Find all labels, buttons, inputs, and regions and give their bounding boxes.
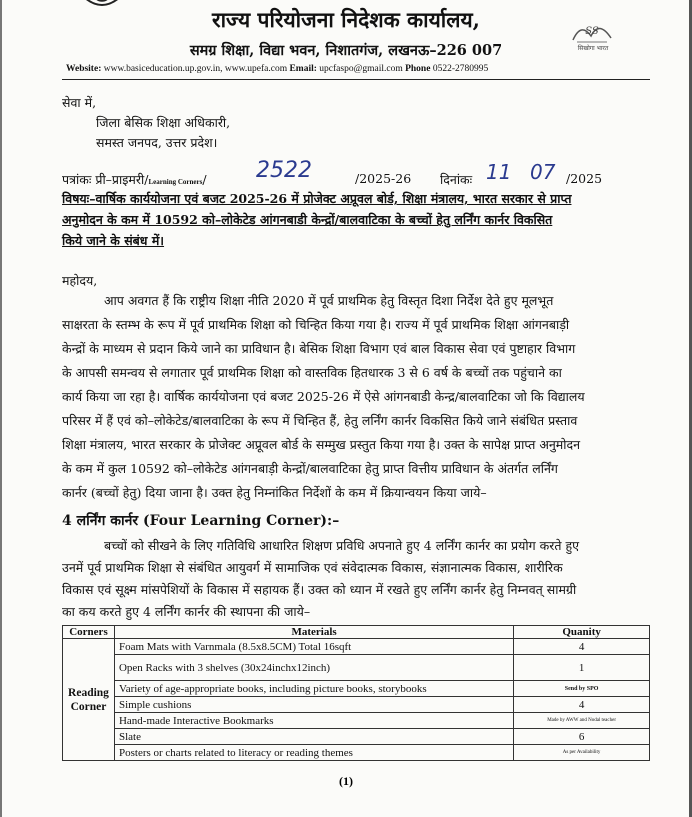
paragraph-1-line: के आपसी समन्वय से लगातार पूर्व प्राथमिक शिक्षा को वास्तविक हितधारक 3 से 6 वर्ष के बच्चों तक पहुंचाने का — [62, 365, 562, 380]
reference-section: Learning Corners — [148, 178, 203, 186]
paragraph-2-line: उनमें पूर्व प्राथमिक शिक्षा से संबंधित आयुवर्ग में सामाजिक एवं संवेदात्मक विकास, संज्ञानात्मक विकास, शारीरिक — [62, 560, 563, 575]
handwritten-date-day: 11 — [486, 160, 512, 184]
paragraph-1-line: कार्य किया जा रहा है। वार्षिक कार्ययोजना एवं बजट 2025-26 में ऐसे आंगनबाडी केन्द्र/बालवाटिका जो कि विद्यालय — [62, 389, 585, 404]
website-label: Website: — [66, 64, 102, 74]
materials-table — [62, 625, 650, 761]
paragraph-1-line: आप अवगत हैं कि राष्ट्रीय शिक्षा नीति 2020 में पूर्व प्राथमिक हेतु विस्तृत दिशा निर्देश देते हुए मूलभूत — [104, 293, 554, 308]
quantity-cell: 1 — [514, 655, 650, 681]
quantity-cell: As per Availability — [514, 745, 650, 761]
email-value: upcfaspo@gmail.com — [319, 64, 403, 74]
scan-edge-left — [0, 0, 2, 817]
paragraph-1-line: साक्षरता के स्तम्भ के रूप में पूर्व प्राथमिक शिक्षा को चिन्हित किया गया है। राज्य में पूर्व प्राथमिक शिक्षा आंगनबाड़ी — [62, 317, 570, 332]
quantity-cell: Made by AWW and Nodal teacher — [514, 713, 650, 729]
table-header-row — [63, 626, 650, 639]
column-header-materials: Materials — [114, 626, 513, 639]
table-row — [63, 681, 650, 697]
table-row — [63, 745, 650, 761]
date-year: /2025 — [566, 171, 603, 186]
paragraph-1-line: के कम में कुल 10592 को–लोकेटेड आंगनबाड़ी केन्द्रों/बालवाटिका हेतु प्राप्त वित्तीय प्राविधान के अंतर्गत लर्निंग — [62, 461, 558, 476]
contact-line — [66, 64, 488, 74]
patrank-label: पत्रांकः प्री–प्राइमरी/ — [62, 172, 149, 187]
office-address: समग्र शिक्षा, विद्या भवन, निशातगंज, लखनऊ–226 007 — [189, 42, 503, 59]
handwritten-letter-number: 2522 — [256, 158, 312, 183]
subject-line-3: किये जाने के संबंध में। — [62, 233, 165, 248]
quantity-cell: 6 — [514, 729, 650, 745]
logo-caption: सिखोगा भारत — [577, 45, 609, 52]
phone-value: 0522-2780995 — [432, 64, 489, 74]
corner-name-cell: Reading Corner — [63, 639, 115, 761]
recipient-line-2: समस्त जनपद, उत्तर प्रदेश। — [96, 135, 218, 150]
header-divider — [62, 79, 650, 80]
email-label: Email: — [289, 64, 317, 74]
page-number: (1) — [339, 774, 353, 788]
table-row — [63, 655, 650, 681]
reference-slash: / — [202, 172, 207, 187]
material-cell: Hand-made Interactive Bookmarks — [114, 713, 513, 729]
section-heading: 4 लर्निंग कार्नर (Four Learning Corner):– — [62, 513, 340, 529]
table-row — [63, 729, 650, 745]
quantity-cell: 4 — [514, 697, 650, 713]
date-label: दिनांकः — [440, 172, 473, 187]
subject-line-2: अनुमोदन के कम में 10592 को–लोकेटेड आंगनबाडी केन्द्रों/बालवाटिका के बच्चों हेतु लर्निंग कार्नर विकसित — [62, 212, 553, 227]
recipient-line-1: जिला बेसिक शिक्षा अधिकारी, — [96, 115, 231, 130]
greeting: महोदय, — [62, 273, 98, 288]
material-cell: Variety of age-appropriate books, including picture books, storybooks — [114, 681, 513, 697]
table-row — [63, 713, 650, 729]
paragraph-1-line: शिक्षा मंत्रालय, भारत सरकार के प्रोजेक्ट अप्रूवल बोर्ड के सम्मुख प्रस्तुत किया गया है। उक्त के सापेक्ष प्राप्त अनुमोदन — [62, 437, 581, 452]
paragraph-1-line: कार्नर (बच्चों हेतु) दिया जाना है। उक्त हेतु निम्नांकित निर्देशों के कम में क्रियान्वयन किया जाये– — [62, 485, 487, 500]
material-cell: Open Racks with 3 shelves (30x24inchx12inch) — [114, 655, 513, 681]
material-cell: Simple cushions — [114, 697, 513, 713]
website-value: www.basiceducation.up.gov.in, www.upefa.com — [103, 64, 288, 74]
column-header-quantity: Quanity — [514, 626, 650, 639]
reference-year: /2025-26 — [355, 171, 412, 186]
salutation: सेवा में, — [62, 95, 97, 110]
paragraph-2-line: विकास एवं सूक्ष्म मांसपेशियों के विकास में सहायक हैं। उक्त को ध्यान में रखते हुए लर्निंग कार्नर हेतु निम्नवत् सामग्री — [62, 582, 577, 597]
table-row — [63, 639, 650, 655]
material-cell: Slate — [114, 729, 513, 745]
paragraph-2-line: का कय करते हुए 4 लर्निंग कार्नर की स्थापना की जाये– — [62, 604, 311, 619]
paragraph-1-line: परिसर में हैं एवं को–लोकेटेड/बालवाटिका के रूप में चिन्हित हैं, हेतु लर्निंग कार्नर विकसित किये जाने संबंधित प्रस्ताव — [62, 413, 578, 428]
subject-line-1: विषयः–वार्षिक कार्ययोजना एवं बजट 2025-26 में प्रोजेक्ट अप्रूवल बोर्ड, शिक्षा मंत्रालय, भारत सरकार से प्राप्त — [62, 191, 572, 206]
phone-label: Phone — [405, 64, 431, 74]
office-title: राज्य परियोजना निदेशक कार्यालय, — [212, 7, 480, 32]
reference-number — [62, 171, 207, 188]
paragraph-1-line: केन्द्रों के माध्यम से प्रदान किये जाने का प्राविधान है। बेसिक शिक्षा विभाग एवं बाल विकास सेवा एवं पुष्टाहार विभाग — [62, 341, 576, 356]
handwritten-date-month: 07 — [530, 160, 556, 184]
table-row — [63, 697, 650, 713]
quantity-cell: 4 — [514, 639, 650, 655]
material-cell: Posters or charts related to literacy or reading themes — [114, 745, 513, 761]
column-header-corners: Corners — [63, 626, 115, 639]
material-cell: Foam Mats with Varnmala (8.5x8.5CM) Total 16sqft — [114, 639, 513, 655]
svg-text:SS: SS — [585, 26, 599, 37]
quantity-cell: Send by SPO — [514, 681, 650, 697]
paragraph-2-line: बच्चों को सीखने के लिए गतिविधि आधारित शिक्षण प्रविधि अपनाते हुए 4 लर्निंग कार्नर का प्रयोग करते हुए — [104, 538, 580, 553]
